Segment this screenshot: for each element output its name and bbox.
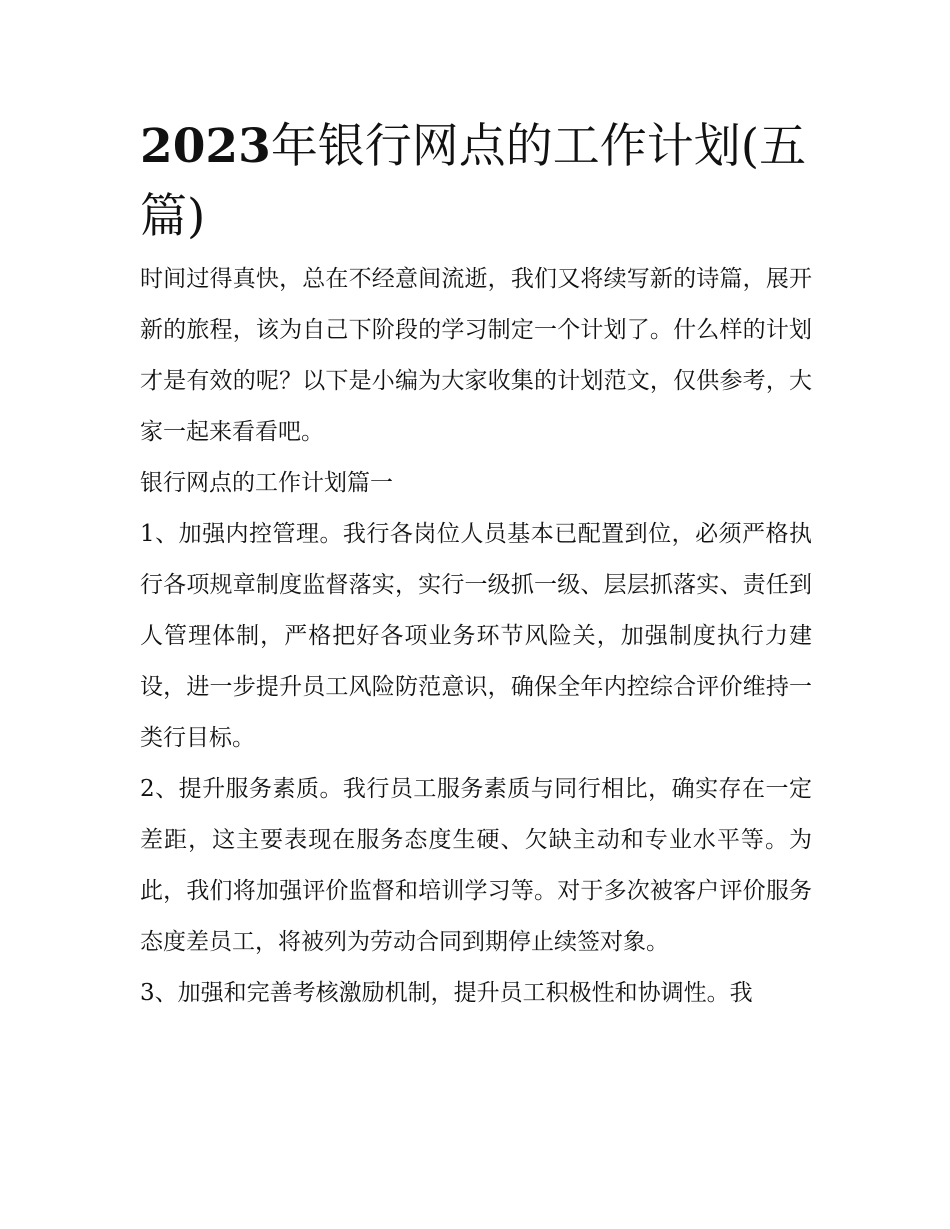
title-text: 年银行网点的工作计划(五篇) bbox=[140, 119, 807, 244]
intro-paragraph: 时间过得真快，总在不经意间流逝，我们又将续写新的诗篇，展开新的旅程，该为自己下阶段的学习制定一个计划了。什么样的计划才是有效的呢？以下是小编为大家收集的计划范文，仅供参考，大家一起来看看吧。 bbox=[140, 266, 812, 445]
document-title bbox=[140, 112, 812, 252]
paragraph-item-3: 3、加强和完善考核激励机制，提升员工积极性和协调性。我 bbox=[140, 980, 753, 1006]
paragraph-item-2: 2、提升服务素质。我行员工服务素质与同行相比，确实存在一定差距，这主要表现在服务态度生硬、欠缺主动和专业水平等。为此，我们将加强评价监督和培训学习等。对于多次被客户评价服务态度差员工，将被列为劳动合同到期停止续签对象。 bbox=[140, 776, 812, 955]
document-body bbox=[140, 254, 812, 1019]
document-content bbox=[140, 112, 812, 1019]
section-heading: 银行网点的工作计划篇一 bbox=[140, 470, 393, 496]
paragraph-item-1: 1、加强内控管理。我行各岗位人员基本已配置到位，必须严格执行各项规章制度监督落实，实行一级抓一级、层层抓落实、责任到人管理体制，严格把好各项业务环节风险关，加强制度执行力建设，进一步提升员工风险防范意识，确保全年内控综合评价维持一类行目标。 bbox=[140, 521, 812, 751]
title-year: 2023 bbox=[140, 119, 271, 174]
